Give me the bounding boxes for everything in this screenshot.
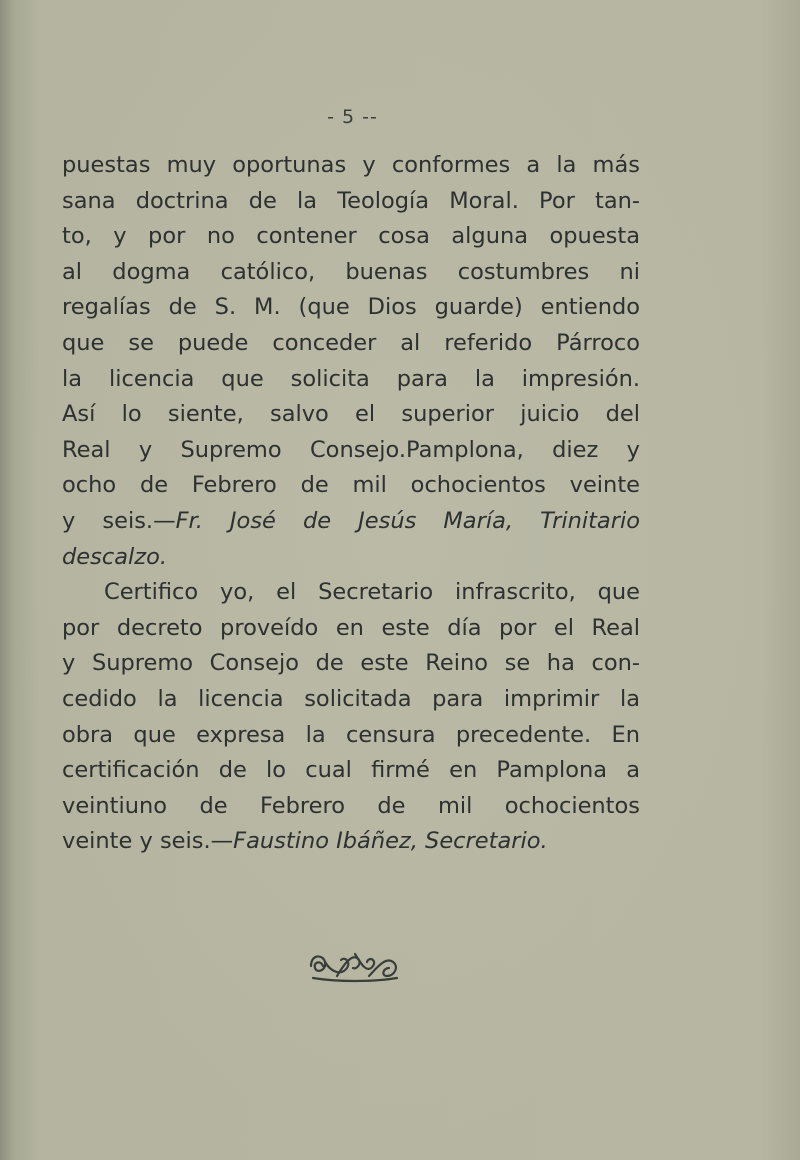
text-line: to, y por no contener cosa alguna opuesta: [62, 223, 640, 250]
page-number: - 5 --: [327, 106, 378, 128]
text-line: Certifico yo, el Secretario infrascrito, que: [104, 579, 640, 606]
censor-signature-end: descalzo.: [62, 543, 167, 570]
text-line-signature: [62, 824, 640, 860]
text-line: puestas muy oportunas y conformes a la más: [62, 152, 640, 178]
text-line: la licencia que solicita para la impresión.: [62, 365, 640, 392]
text-line: al dogma católico, buenas costumbres ni: [62, 258, 640, 285]
roman-text: veinte y seis.—: [62, 828, 234, 855]
text-line-signature: [62, 504, 640, 540]
text-line: ocho de Febrero de mil ochocientos veinte: [62, 472, 640, 499]
text-line: regalías de S. M. (que Dios guarde) entiendo: [62, 294, 640, 321]
text-line: por decreto proveído en este día por el Real: [62, 614, 640, 641]
text-line: Así lo siente, salvo el superior juicio del: [62, 401, 640, 428]
text-line: certificación de lo cual firmé en Pamplona a: [62, 757, 640, 784]
text-line: que se puede conceder al referido Párroco: [62, 329, 640, 356]
censor-signature: Fr. José de Jesús María, Trinitario: [175, 507, 640, 534]
vignette-ornament-icon: [307, 946, 403, 986]
text-line: cedido la licencia solicitada para imprimir la: [62, 685, 640, 712]
text-line: sana doctrina de la Teología Moral. Por tan-: [62, 187, 640, 214]
roman-text: y seis.—: [62, 507, 176, 534]
secretary-signature: Faustino Ibáñez, Secretario.: [233, 828, 548, 855]
body-text: [62, 148, 640, 860]
text-line: y Supremo Consejo de este Reino se ha con-: [62, 650, 640, 677]
text-line: obra que expresa la censura precedente. En: [62, 721, 640, 748]
text-line: Real y Supremo Consejo.Pamplona, diez y: [62, 436, 640, 463]
text-line: veintiuno de Febrero de mil ochocientos: [62, 792, 640, 819]
